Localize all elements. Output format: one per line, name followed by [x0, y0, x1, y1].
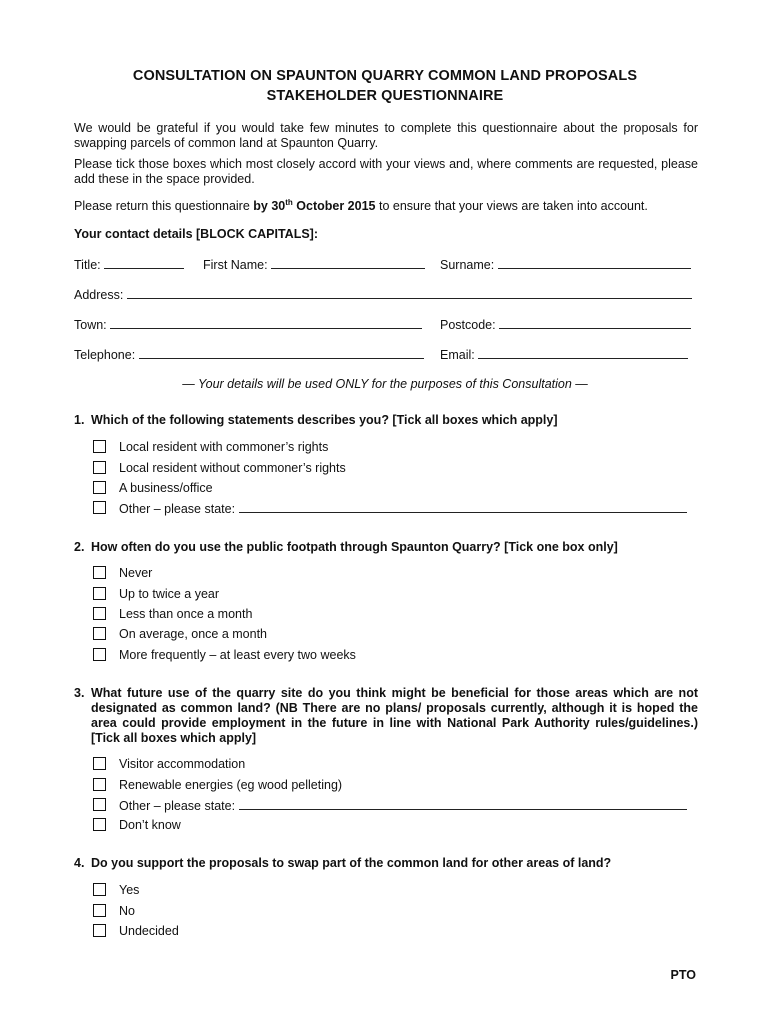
checkbox[interactable] [93, 798, 106, 811]
checkbox[interactable] [93, 607, 106, 620]
q1-other-blank[interactable] [239, 501, 687, 513]
address-field[interactable]: Address: [74, 287, 692, 302]
intro-paragraph-1: We would be grateful if you would take few minutes to complete this questionnaire about the proposals for swapping parcels of common land at Spaunton Quarry. [74, 121, 698, 150]
title-blank[interactable] [104, 257, 184, 269]
checkbox[interactable] [93, 627, 106, 640]
question-1: 1. Which of the following statements describes you? [Tick all boxes which apply] [74, 413, 558, 427]
checkbox[interactable] [93, 757, 106, 770]
pto-label: PTO [670, 968, 696, 982]
question-4: 4. Do you support the proposals to swap part of the common land for other areas of land? [74, 856, 612, 870]
checkbox[interactable] [93, 481, 106, 494]
first-name-blank[interactable] [271, 257, 425, 269]
checkbox[interactable] [93, 440, 106, 453]
question-2: 2. How often do you use the public footpath through Spaunton Quarry? [Tick one box only] [74, 540, 618, 554]
document-title: CONSULTATION ON SPAUNTON QUARRY COMMON LAND PROPOSALS [132, 68, 638, 84]
postcode-blank[interactable] [499, 317, 691, 329]
checkbox[interactable] [93, 501, 106, 514]
surname-field[interactable]: Surname: [440, 257, 691, 272]
postcode-field[interactable]: Postcode: [440, 317, 691, 332]
telephone-blank[interactable] [139, 347, 424, 359]
intro-paragraph-3: Please return this questionnaire by 30th October 2015 to ensure that your views are taken into account. [74, 198, 648, 214]
title-field[interactable]: Title: [74, 257, 184, 272]
address-blank[interactable] [127, 287, 692, 299]
surname-blank[interactable] [498, 257, 691, 269]
telephone-field[interactable]: Telephone: [74, 347, 424, 362]
email-field[interactable]: Email: [440, 347, 688, 362]
checkbox[interactable] [93, 566, 106, 579]
checkbox[interactable] [93, 924, 106, 937]
town-field[interactable]: Town: [74, 317, 422, 332]
return-deadline: by 30th October 2015 [253, 198, 376, 214]
town-blank[interactable] [110, 317, 422, 329]
first-name-field[interactable]: First Name: [203, 257, 425, 272]
privacy-note: — Your details will be used ONLY for the purposes of this Consultation — [182, 377, 588, 391]
checkbox[interactable] [93, 883, 106, 896]
contact-heading: Your contact details [BLOCK CAPITALS]: [74, 227, 318, 241]
checkbox[interactable] [93, 587, 106, 600]
checkbox[interactable] [93, 461, 106, 474]
checkbox[interactable] [93, 818, 106, 831]
checkbox[interactable] [93, 778, 106, 791]
q3-other-blank[interactable] [239, 798, 687, 810]
email-blank[interactable] [478, 347, 688, 359]
questionnaire-page: CONSULTATION ON SPAUNTON QUARRY COMMON LAND PROPOSALS STAKEHOLDER QUESTIONNAIRE We would be grateful if you would take few minutes to complete this questionnaire about the proposals for swapping parcels of common land at Spaunton Quarry. Please tick those boxes which most closely accord with your views and, where comments are requested, please add these in the space provided. Please return this questionnaire by 30th October 2015 to ensure that your views are taken into account. Your contact details [BLOCK CAPITALS]: Title: First Name: Surname: Address: Town: Postcode: Telephone: Email: — Your details will be used ONLY for the purposes of this Consultation — 1. Which of the following statements describes you? [Tick all boxes which apply] Local resident with commoner’s rights Local resident without commoner’s rights A business/office Other – please state: 2. How often do you use the public footpath through Spaunton Quarry? [Tick one box only] Never Up to twice a year Less than once a month On average, once a month More frequently – at least every two weeks 3. What future use of the quarry site do you think might be beneficial for those areas which are not designated as common land? (NB There are no plans/ proposals currently, although it is hoped the area could provide employment in the future in line with National Park Authority rules/guidelines.) [Tick all boxes which apply] Visitor accommodation Renewable energies (eg wood pelleting) Other – please state: Don’t know 4. Do you support the proposals to swap part of the common land for other areas of land? Yes No Undecided PTO [0, 0, 770, 1024]
checkbox[interactable] [93, 904, 106, 917]
document-subtitle: STAKEHOLDER QUESTIONNAIRE [266, 88, 504, 104]
question-3: 3. What future use of the quarry site do you think might be beneficial for those areas which are not designated as common land? (NB There are no plans/ proposals currently, although it is hoped the area could provide employment in the future in line with National Park Authority rules/guidelines.) [Tick all boxes which apply] [74, 686, 698, 745]
checkbox[interactable] [93, 648, 106, 661]
intro-paragraph-2: Please tick those boxes which most closely accord with your views and, where comments are requested, please add these in the space provided. [74, 157, 698, 186]
